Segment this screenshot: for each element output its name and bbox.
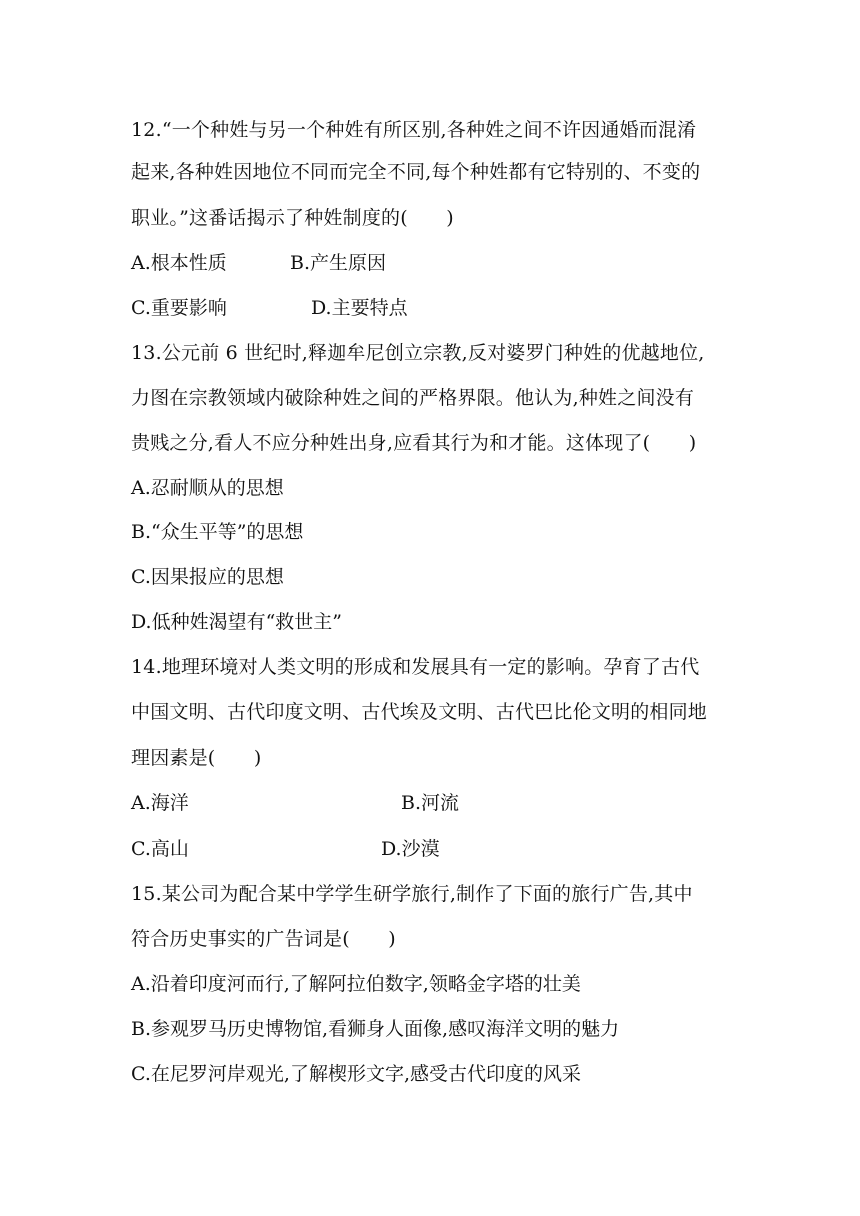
question-12-option-c: C.重要影响: [131, 297, 227, 319]
question-14-option-c: C.高山: [131, 838, 189, 860]
question-13-option-a: A.忍耐顺从的思想: [131, 477, 284, 499]
question-12-option-a: A.根本性质: [131, 252, 227, 274]
question-15-line-1: 15.某公司为配合某中学学生研学旅行,制作了下面的旅行广告,其中: [131, 883, 693, 905]
question-13-option-d: D.低种姓渴望有“救世主”: [131, 611, 343, 633]
question-12-line-1: 12.“一个种姓与另一个种姓有所区别,各种姓之间不许因通婚而混淆: [131, 119, 697, 141]
question-13-line-2: 力图在宗教领域内破除种姓之间的严格界限。他认为,种姓之间没有: [131, 387, 695, 409]
question-15-option-b: B.参观罗马历史博物馆,看狮身人面像,感叹海洋文明的魅力: [131, 1018, 620, 1040]
question-14-option-a: A.海洋: [131, 792, 189, 814]
question-13-option-b: B.“众生平等”的思想: [131, 521, 304, 543]
question-13-line-3: 贵贱之分,看人不应分种姓出身,应看其行为和才能。这体现了( ): [131, 432, 697, 454]
question-14-option-d: D.沙漠: [381, 838, 440, 860]
question-12-option-b: B.产生原因: [290, 252, 387, 274]
question-14-option-b: B.河流: [401, 792, 460, 814]
question-14-line-1: 14.地理环境对人类文明的形成和发展具有一定的影响。孕育了古代: [131, 656, 700, 678]
question-12-line-3: 职业。”这番话揭示了种姓制度的( ): [131, 207, 454, 229]
question-15-option-a: A.沿着印度河而行,了解阿拉伯数字,领略金字塔的壮美: [131, 973, 581, 995]
question-12-line-2: 起来,各种姓因地位不同而完全不同,每个种姓都有它特别的、不变的: [131, 161, 701, 183]
question-15-line-2: 符合历史事实的广告词是( ): [131, 928, 396, 950]
question-12-option-d: D.主要特点: [311, 297, 408, 319]
question-13-option-c: C.因果报应的思想: [131, 566, 284, 588]
question-14-line-3: 理因素是( ): [131, 747, 262, 769]
question-15-option-c: C.在尼罗河岸观光,了解楔形文字,感受古代印度的风采: [131, 1063, 581, 1085]
question-14-line-2: 中国文明、古代印度文明、古代埃及文明、古代巴比伦文明的相同地: [131, 701, 708, 723]
question-13-line-1: 13.公元前 6 世纪时,释迦牟尼创立宗教,反对婆罗门种姓的优越地位,: [131, 342, 705, 364]
